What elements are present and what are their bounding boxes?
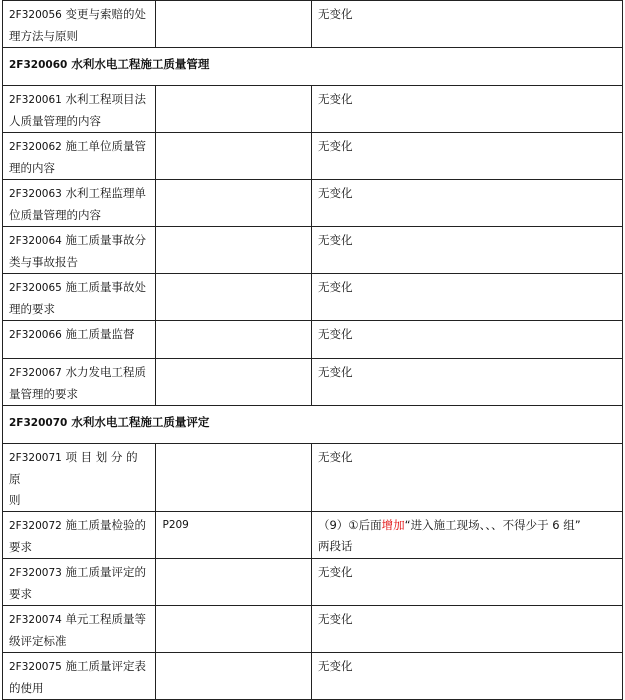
- note-cell: （9）①后面增加“进入施工现场、、、不得少于 6 组” 两段话: [311, 512, 622, 559]
- note-cell: 无变化: [311, 559, 622, 606]
- table-row: [3, 559, 623, 606]
- note-cell: 无变化: [311, 1, 622, 48]
- page-cell: [156, 444, 312, 512]
- page-cell: [156, 180, 312, 227]
- page-cell: [156, 1, 312, 48]
- page-cell: [156, 274, 312, 321]
- table-row: [3, 444, 623, 512]
- note-cell: 无变化: [311, 86, 622, 133]
- note-cell: 无变化: [311, 444, 622, 512]
- table-row: [3, 1, 623, 48]
- note-cell: 无变化: [311, 653, 622, 700]
- item-cell: 2F320065 施工质量事故处 理的要求: [3, 274, 156, 321]
- note-cell: 无变化: [311, 133, 622, 180]
- page-cell: [156, 359, 312, 406]
- page-cell: [156, 606, 312, 653]
- note-cell: 无变化: [311, 274, 622, 321]
- note-cell: 无变化: [311, 180, 622, 227]
- item-cell: 2F320061 水利工程项目法 人质量管理的内容: [3, 86, 156, 133]
- section-heading: 2F320070 水利水电工程施工质量评定: [3, 406, 623, 444]
- item-cell: 2F320066 施工质量监督: [3, 321, 156, 359]
- table-row: [3, 653, 623, 700]
- section-heading: 2F320060 水利水电工程施工质量管理: [3, 48, 623, 86]
- table-row: [3, 512, 623, 559]
- item-cell: 2F320064 施工质量事故分 类与事故报告: [3, 227, 156, 274]
- note-cell: 无变化: [311, 359, 622, 406]
- table-row: [3, 321, 623, 359]
- section-row: [3, 406, 623, 444]
- note-cell: 无变化: [311, 321, 622, 359]
- page-cell: [156, 653, 312, 700]
- item-cell: 2F320072 施工质量检验的 要求: [3, 512, 156, 559]
- table-row: [3, 180, 623, 227]
- page-cell: [156, 559, 312, 606]
- added-highlight: 增加: [381, 518, 405, 532]
- item-cell: 2F320063 水利工程监理单 位质量管理的内容: [3, 180, 156, 227]
- page-cell: [156, 86, 312, 133]
- table-row: [3, 86, 623, 133]
- table-row: [3, 359, 623, 406]
- item-cell: 2F320073 施工质量评定的 要求: [3, 559, 156, 606]
- item-cell: 2F320062 施工单位质量管 理的内容: [3, 133, 156, 180]
- item-cell: 2F320071 项 目 划 分 的 原 则: [3, 444, 156, 512]
- section-row: [3, 48, 623, 86]
- table-row: [3, 606, 623, 653]
- item-cell: 2F320056 变更与索赔的处 理方法与原则: [3, 1, 156, 48]
- note-cell: 无变化: [311, 606, 622, 653]
- note-cell: 无变化: [311, 227, 622, 274]
- page-cell: [156, 227, 312, 274]
- item-cell: 2F320075 施工质量评定表 的使用: [3, 653, 156, 700]
- change-table: [2, 0, 623, 700]
- table-row: [3, 133, 623, 180]
- page-cell: [156, 133, 312, 180]
- page-cell: P209: [156, 512, 312, 559]
- page-cell: [156, 321, 312, 359]
- item-cell: 2F320067 水力发电工程质 量管理的要求: [3, 359, 156, 406]
- item-cell: 2F320074 单元工程质量等 级评定标准: [3, 606, 156, 653]
- table-row: [3, 274, 623, 321]
- table-row: [3, 227, 623, 274]
